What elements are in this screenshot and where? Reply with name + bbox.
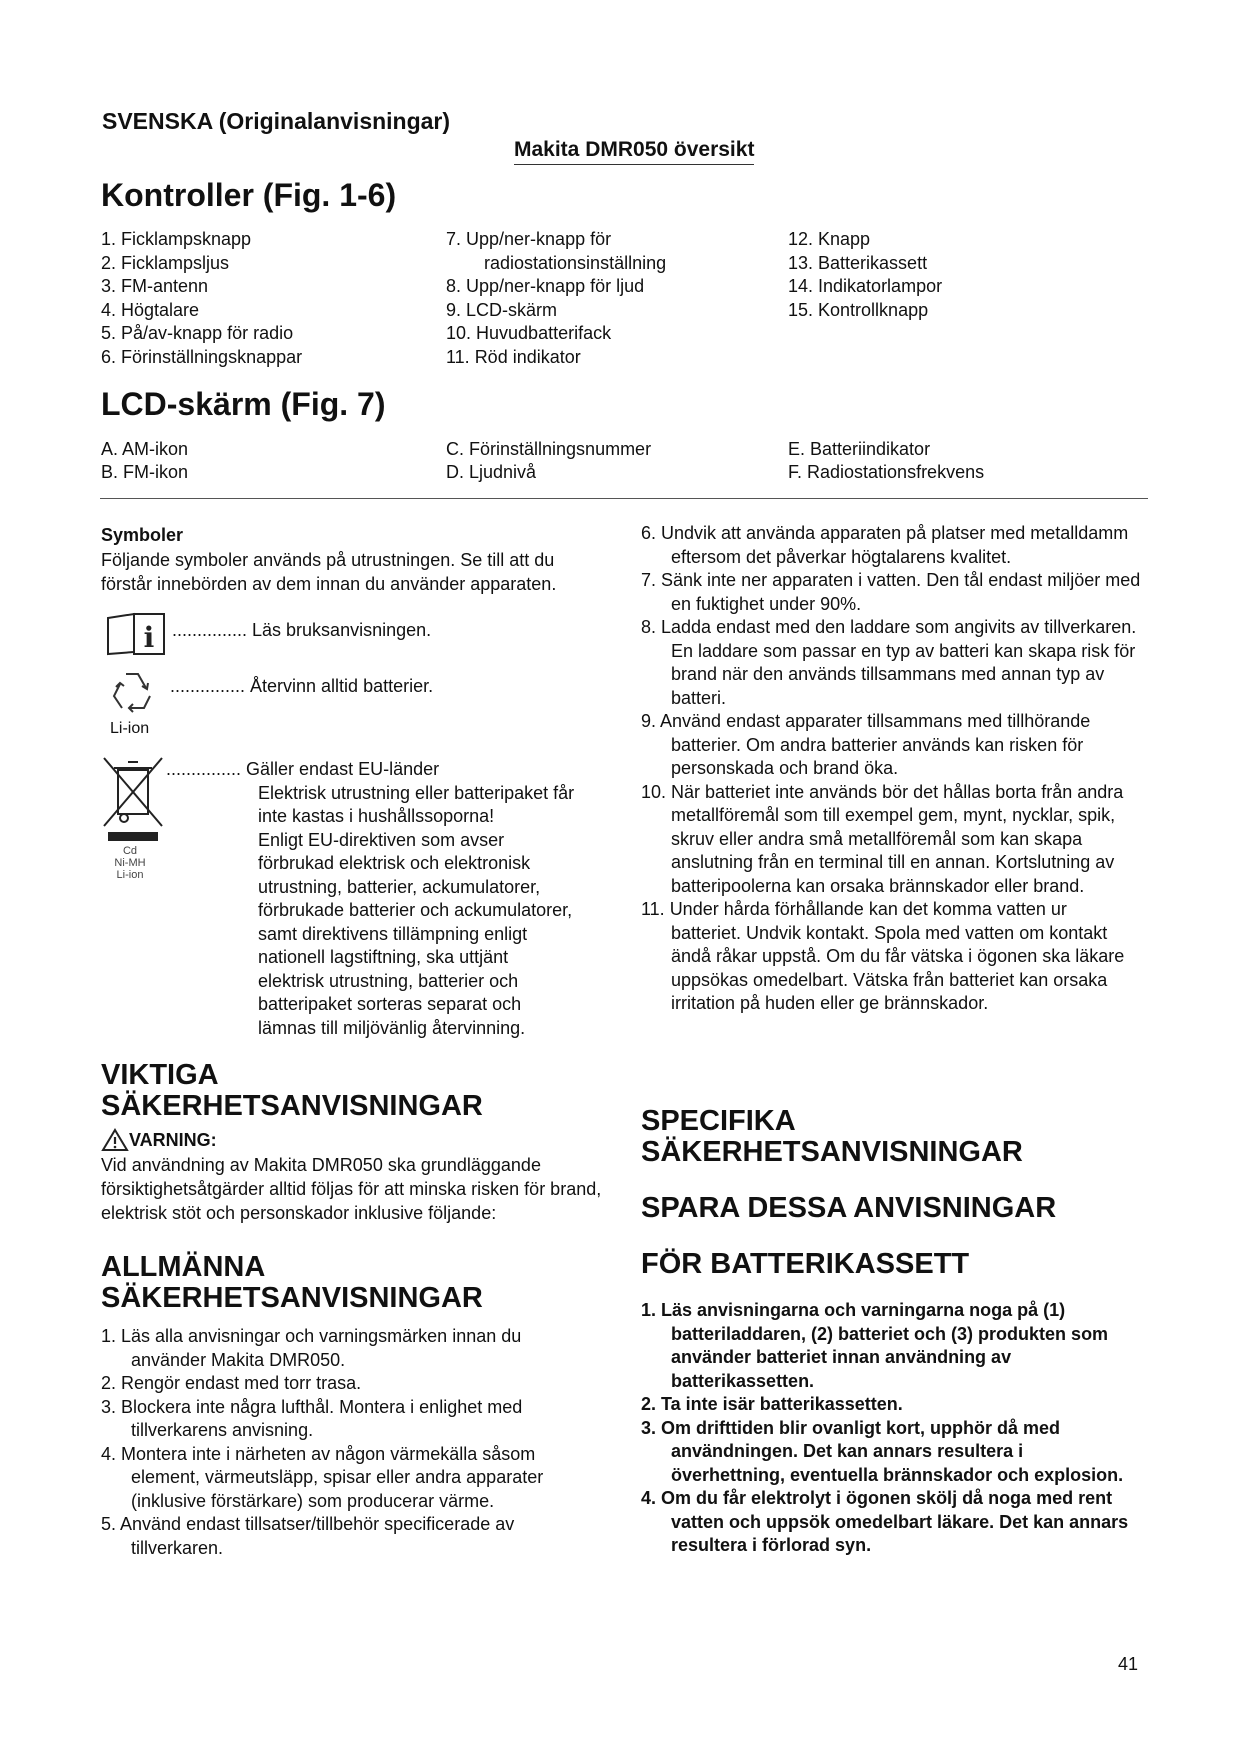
list-item: 1. Läs anvisningarna och varningarna noga på (1) batteriladdaren, (2) batteriet och (3) produkten som använder batteriet innan användning av batterikassetten. (641, 1300, 1109, 1391)
controls-col1 (101, 228, 302, 369)
lcd-item: B. FM-ikon (101, 462, 189, 482)
eu-line: Elektrisk utrustning eller batteripaket får (258, 782, 575, 803)
battery-safety-list (641, 1299, 1141, 1558)
chem-label: Li-ion (116, 869, 144, 881)
eu-disposal-text (166, 758, 574, 1040)
control-item-continuation: radiostationsinställning (484, 253, 667, 273)
list-item: 6. Undvik att använda apparaten på platser med metalldamm eftersom det påverkar högtalarens kvalitet. (641, 523, 1129, 567)
section-divider (100, 498, 1148, 499)
list-item: 5. Använd endast tillsatser/tillbehör specificerade av tillverkaren. (101, 1514, 515, 1558)
control-item: 4. Högtalare (101, 300, 200, 320)
warning-text: Vid användning av Makita DMR050 ska grundläggande försiktighetsåtgärder alltid följas för att minska risken för brand, elektrisk stöt och personskador inklusive följande: (101, 1155, 602, 1223)
control-item: 5. På/av-knapp för radio (101, 323, 294, 343)
eu-line: ............... Gäller endast EU-länder (166, 759, 440, 779)
lcd-item: D. Ljudnivå (446, 462, 537, 482)
eu-line: nationell lagstiftning, ska uttjänt (258, 947, 509, 967)
heading-line: SPECIFIKA (641, 1105, 796, 1137)
controls-col3 (788, 228, 942, 322)
chem-labels (110, 845, 150, 881)
lcd-title: LCD-skärm (Fig. 7) (101, 386, 386, 422)
control-item: 3. FM-antenn (101, 276, 209, 296)
read-manual-icon (104, 612, 168, 656)
warning-triangle-icon (101, 1128, 129, 1152)
read-manual-text: ............... Läs bruksanvisningen. (172, 620, 432, 640)
control-item: 1. Ficklampsknapp (101, 229, 252, 249)
list-item: 3. Om drifttiden blir ovanligt kort, upphör då med användningen. Det kan annars resultera i överhettning, eventuella brännskador och explosion. (641, 1417, 1124, 1485)
heading-line: SÄKERHETSANVISNINGAR (101, 1282, 483, 1314)
symbols-title: Symboler (101, 525, 184, 545)
battery-heading: FÖR BATTERIKASSETT (641, 1248, 970, 1280)
lcd-col2 (446, 438, 651, 484)
list-item: 4. Montera inte i närheten av någon värmekälla såsom element, värmeutsläpp, spisar eller andra apparater (inklusive förstärkare) som producerar värme. (101, 1443, 544, 1511)
list-item: 1. Läs alla anvisningar och varningsmärken innan du använder Makita DMR050. (101, 1326, 522, 1370)
lcd-col3 (788, 438, 984, 484)
svg-text:i: i (143, 621, 155, 654)
lcd-item: C. Förinställningsnummer (446, 439, 652, 459)
list-item: 7. Sänk inte ner apparaten i vatten. Den tål endast miljöer med en fuktighet under 90%. (641, 570, 1141, 614)
eu-line: utrustning, batterier, ackumulatorer, (258, 876, 541, 897)
control-item: 6. Förinställningsknappar (101, 347, 303, 367)
controls-title: Kontroller (Fig. 1-6) (101, 177, 397, 213)
list-item: 11. Under hårda förhållande kan det komma vatten ur batteriet. Undvik kontakt. Spola med vatten om kontakt ändå råkar uppstå. Om du får vätska i ögonen ska läkare uppsökas omedelbart. Vätska från batteriet kan orsaka irritation på huden eller ge brännskador. (641, 899, 1125, 1013)
control-item: 7. Upp/ner-knapp för (446, 229, 612, 249)
control-item: 15. Kontrollknapp (788, 300, 929, 320)
heading-line: SÄKERHETSANVISNINGAR (641, 1136, 1023, 1168)
control-item: 11. Röd indikator (446, 347, 581, 367)
lcd-col1 (101, 438, 188, 484)
important-safety-heading (101, 1060, 483, 1122)
general-safety-list (101, 1325, 591, 1560)
eu-line: elektrisk utrustning, batterier och (258, 970, 519, 991)
language-heading: SVENSKA (Originalanvisningar) (102, 108, 451, 134)
warning-label (101, 1128, 217, 1152)
list-item: 3. Blockera inte några lufthål. Montera i enlighet med tillverkarens anvisning. (101, 1396, 523, 1440)
chem-label: Cd (122, 845, 138, 857)
control-item: 13. Batterikassett (788, 253, 928, 273)
eu-line: batteripaket sorteras separat och (258, 994, 522, 1014)
specific-safety-heading (641, 1106, 1023, 1168)
lcd-item: E. Batteriindikator (788, 439, 931, 459)
list-item: 4. Om du får elektrolyt i ögonen skölj då noga med rent vatten och uppsök omedelbart läkare. Det kan annars resultera i förlorad syn. (641, 1488, 1129, 1555)
save-instructions-heading: SPARA DESSA ANVISNINGAR (641, 1192, 1057, 1224)
control-item: 14. Indikatorlampor (788, 276, 943, 296)
list-item: 2. Ta inte isär batterikassetten. (641, 1394, 903, 1414)
control-item: 8. Upp/ner-knapp för ljud (446, 276, 645, 296)
heading-line: VIKTIGA (101, 1059, 219, 1091)
eu-line: samt direktivens tillämpning enligt (258, 923, 528, 944)
eu-line: förbrukade batterier och ackumulatorer, (258, 900, 573, 920)
control-item: 12. Knapp (788, 229, 871, 249)
list-item: 9. Använd endast apparater tillsammans med tillhörande batterier. Om andra batterier används kan risken för personskada och brand öka. (641, 711, 1091, 778)
page-number: 41 (1118, 1654, 1139, 1674)
recycle-icon (104, 668, 160, 720)
list-item: 2. Rengör endast med torr trasa. (101, 1373, 362, 1393)
model-overview-heading: Makita DMR050 översikt (514, 138, 754, 165)
control-item: 10. Huvudbatterifack (446, 323, 612, 343)
recycle-text: ............... Återvinn alltid batterier. (170, 676, 434, 696)
list-item: 10. När batteriet inte används bör det hållas borta från andra metallföremål som till exempel gem, mynt, nycklar, spik, skruv eller andra små metallföremål som kan skapa anslutning från en terminal till en annan. Kortslutning av batteripoolerna kan orsaka brännskador eller brand. (641, 781, 1124, 896)
control-item: 2. Ficklampsljus (101, 253, 230, 273)
controls-col2 (446, 228, 666, 369)
eu-line: Enligt EU-direktiven som avser (258, 829, 505, 850)
symbols-intro: Följande symboler används på utrustningen. Se till att du förstår innebörden av dem innan du använder apparaten. (101, 550, 557, 594)
list-item: 8. Ladda endast med den laddare som angivits av tillverkaren. En laddare som passar en typ av batteri kan skapa risk för brand när den används tillsammans med annan typ av batteri. (641, 617, 1137, 708)
lcd-item: A. AM-ikon (101, 439, 189, 459)
recycle-battery-label: Li-ion (110, 720, 150, 737)
chem-label: Ni-MH (114, 857, 146, 869)
eu-line: förbrukad elektrisk och elektronisk (258, 853, 531, 873)
lcd-item: F. Radiostationsfrekvens (788, 462, 985, 482)
eu-line: lämnas till miljövänlig återvinning. (258, 1017, 526, 1038)
general-safety-heading (101, 1252, 483, 1314)
heading-line: SÄKERHETSANVISNINGAR (101, 1090, 483, 1122)
control-item: 9. LCD-skärm (446, 300, 558, 320)
heading-line: ALLMÄNNA (101, 1251, 266, 1283)
safety-list-continued (641, 522, 1141, 1016)
eu-line: inte kastas i hushållssoporna! (258, 806, 495, 826)
warning-label-text: VARNING: (129, 1129, 217, 1150)
